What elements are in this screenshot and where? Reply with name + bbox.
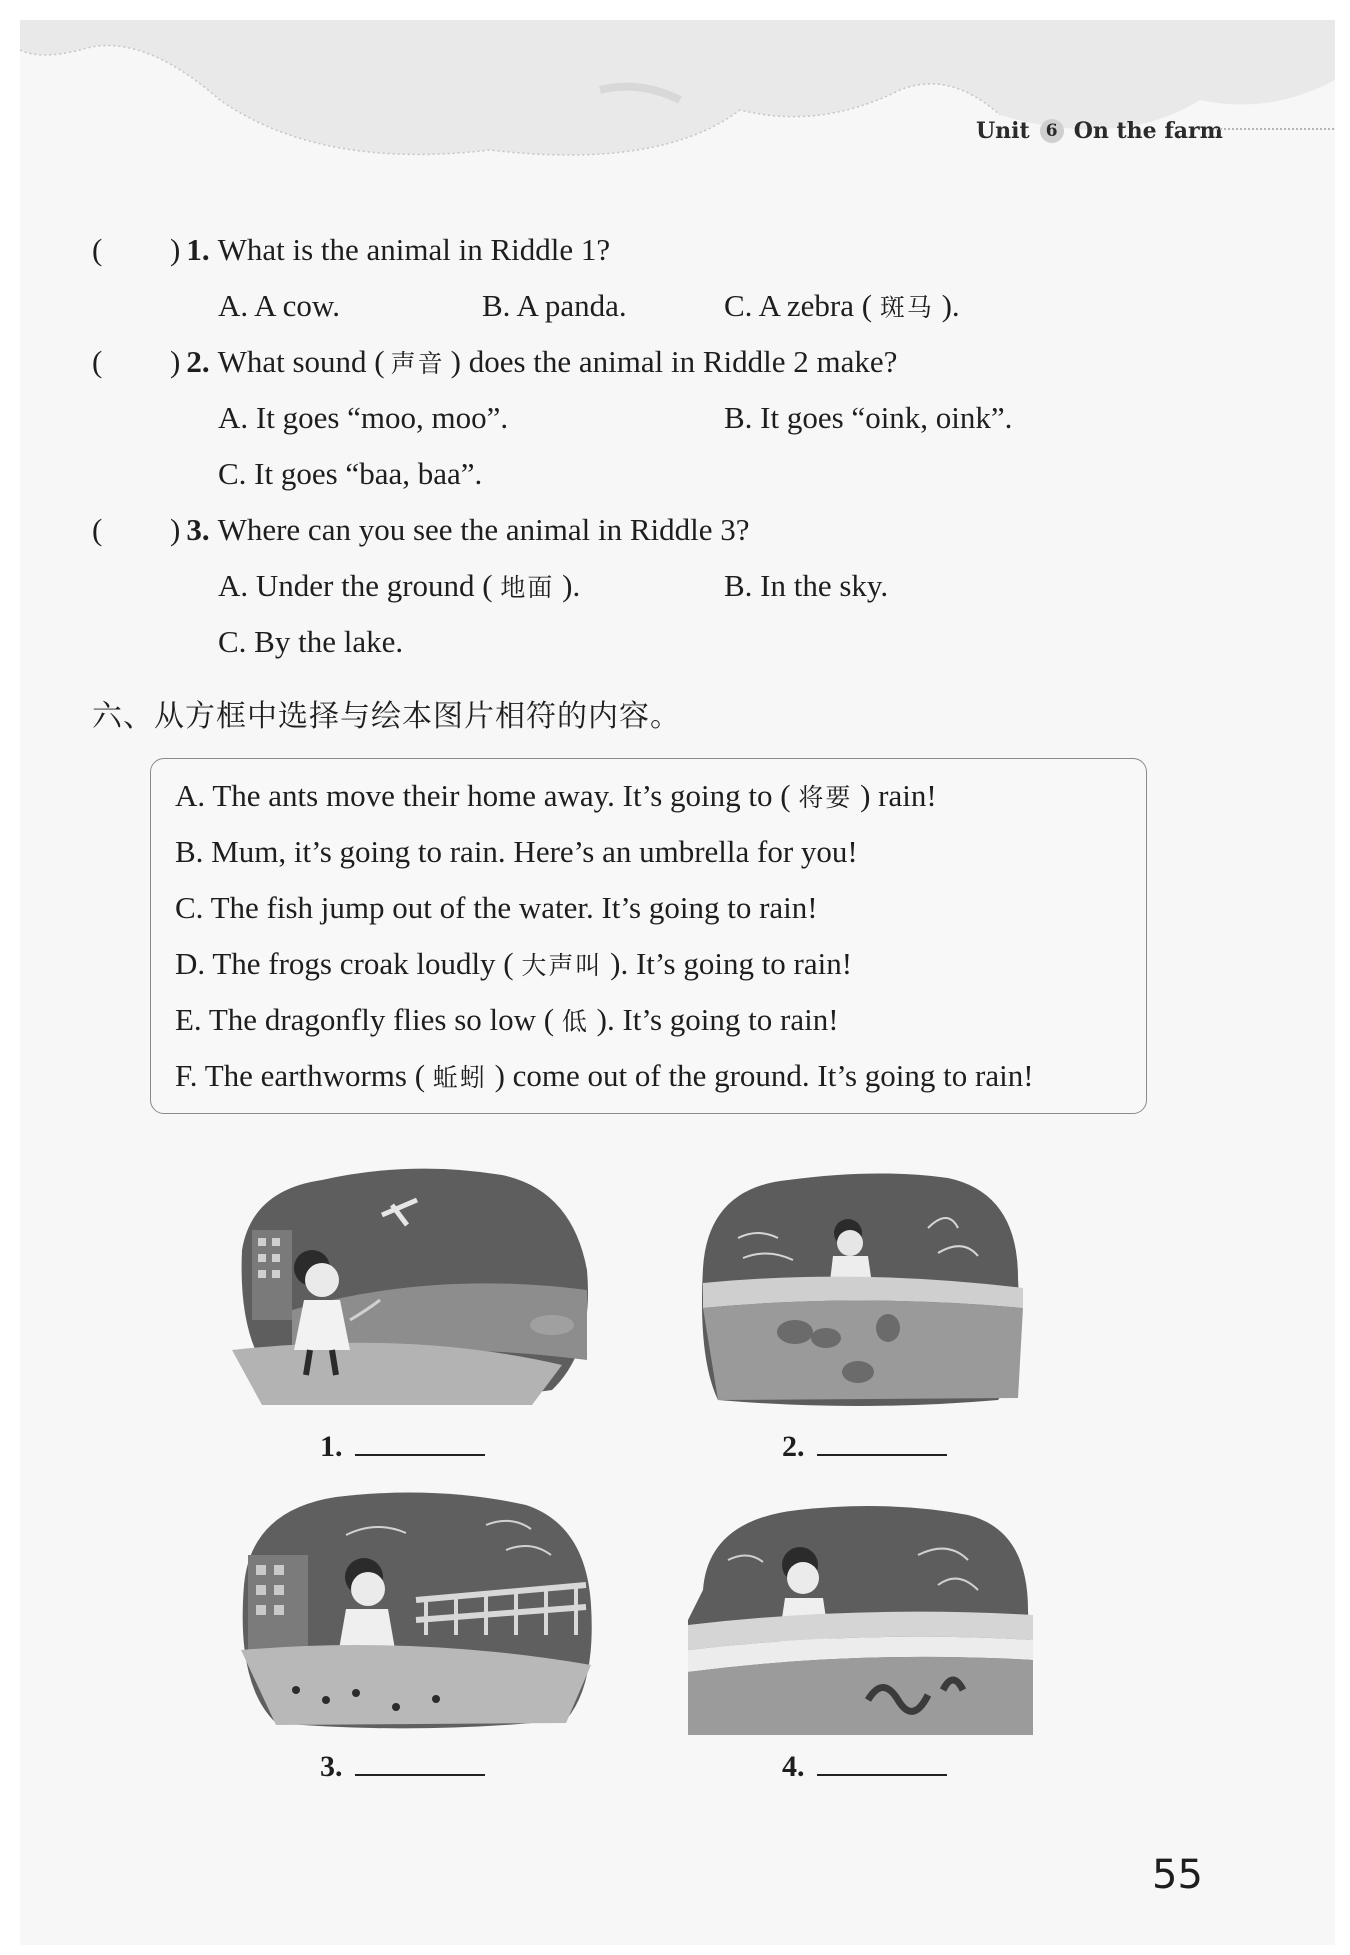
choice-text-end: ). It’s going to rain! bbox=[596, 1002, 839, 1037]
section-title: 六、从方框中选择与绘本图片相符的内容。 bbox=[92, 699, 681, 734]
girl-wind-fish-jumping-illustration bbox=[698, 1168, 1023, 1408]
choice-text: C. The fish jump out of the water. It’s going to rain! bbox=[175, 890, 818, 925]
picture-number: 4. bbox=[782, 1750, 805, 1783]
answer-paren-open: ( bbox=[92, 344, 103, 379]
picture-number: 2. bbox=[782, 1430, 805, 1463]
choice-text-end: ). It’s going to rain! bbox=[610, 946, 853, 981]
question-2 bbox=[92, 344, 897, 380]
choice-text: F. The earthworms ( bbox=[175, 1058, 426, 1093]
picture-4-answer bbox=[782, 1750, 947, 1784]
choice-text: A. The ants move their home away. It’s going to ( bbox=[175, 778, 791, 813]
choice-zh: 将要 bbox=[798, 783, 853, 812]
question-3 bbox=[92, 512, 750, 548]
question-number: 3. bbox=[186, 512, 210, 547]
question-text: What is the animal in Riddle 1? bbox=[217, 232, 611, 267]
choice-e bbox=[175, 1002, 839, 1038]
unit-title: On the farm bbox=[1073, 118, 1223, 144]
question-text-zh: 声音 bbox=[390, 349, 445, 378]
choice-d bbox=[175, 946, 852, 982]
question-1 bbox=[92, 232, 610, 268]
unit-header bbox=[976, 118, 1223, 144]
unit-number-badge: 6 bbox=[1040, 119, 1064, 143]
choice-b bbox=[175, 834, 858, 870]
question-text: Where can you see the animal in Riddle 3? bbox=[217, 512, 750, 547]
option-1a: A. A cow. bbox=[218, 288, 340, 323]
option-3a bbox=[218, 568, 580, 604]
option-1b: B. A panda. bbox=[482, 288, 627, 323]
answer-blank[interactable] bbox=[355, 1750, 485, 1776]
choice-zh: 大声叫 bbox=[521, 951, 603, 980]
picture-2-answer bbox=[782, 1430, 947, 1464]
answer-blank[interactable] bbox=[355, 1430, 485, 1456]
picture-number: 1. bbox=[320, 1430, 343, 1463]
option-3b: B. In the sky. bbox=[724, 568, 889, 603]
choice-text: D. The frogs croak loudly ( bbox=[175, 946, 514, 981]
girl-umbrella-ants-illustration bbox=[236, 1485, 596, 1735]
picture-3-answer bbox=[320, 1750, 485, 1784]
choice-text: B. Mum, it’s going to rain. Here’s an umbrella for you! bbox=[175, 834, 858, 869]
unit-label: Unit bbox=[976, 118, 1030, 144]
choice-f bbox=[175, 1058, 1034, 1094]
option-2b: B. It goes “oink, oink”. bbox=[724, 400, 1013, 435]
option-3c: C. By the lake. bbox=[218, 624, 404, 659]
choice-a bbox=[175, 778, 937, 814]
answer-blank[interactable] bbox=[817, 1430, 947, 1456]
option-3a-end: ). bbox=[562, 568, 581, 603]
answer-paren-open: ( bbox=[92, 232, 103, 267]
picture-1-answer bbox=[320, 1430, 485, 1464]
page-number: 55 bbox=[1152, 1852, 1203, 1898]
choice-text: E. The dragonfly flies so low ( bbox=[175, 1002, 555, 1037]
question-text-before: What sound ( bbox=[217, 344, 385, 379]
choice-text-end: ) rain! bbox=[860, 778, 937, 813]
picture-number: 3. bbox=[320, 1750, 343, 1783]
answer-paren-close: ) bbox=[170, 344, 181, 379]
girl-earthworms-illustration bbox=[688, 1500, 1033, 1735]
question-number: 1. bbox=[186, 232, 210, 267]
choice-zh: 蚯蚓 bbox=[432, 1063, 487, 1092]
option-1c-text: C. A zebra ( bbox=[724, 288, 873, 323]
choice-zh: 低 bbox=[561, 1007, 589, 1036]
choice-c bbox=[175, 890, 818, 926]
option-3a-text: A. Under the ground ( bbox=[218, 568, 493, 603]
header-dotted-line bbox=[1216, 128, 1334, 130]
choice-text-end: ) come out of the ground. It’s going to rain! bbox=[494, 1058, 1034, 1093]
option-2c: C. It goes “baa, baa”. bbox=[218, 456, 483, 491]
girl-dragonfly-lake-illustration bbox=[232, 1160, 594, 1405]
option-1c-zh: 斑马 bbox=[879, 293, 934, 322]
answer-paren-close: ) bbox=[170, 512, 181, 547]
answer-blank[interactable] bbox=[817, 1750, 947, 1776]
answer-paren-open: ( bbox=[92, 512, 103, 547]
option-3a-zh: 地面 bbox=[500, 573, 555, 602]
answer-paren-close: ) bbox=[170, 232, 181, 267]
question-number: 2. bbox=[186, 344, 210, 379]
option-1c-end: ). bbox=[941, 288, 960, 323]
option-1c bbox=[724, 288, 960, 324]
question-text-after: ) does the animal in Riddle 2 make? bbox=[450, 344, 898, 379]
option-2a: A. It goes “moo, moo”. bbox=[218, 400, 509, 435]
